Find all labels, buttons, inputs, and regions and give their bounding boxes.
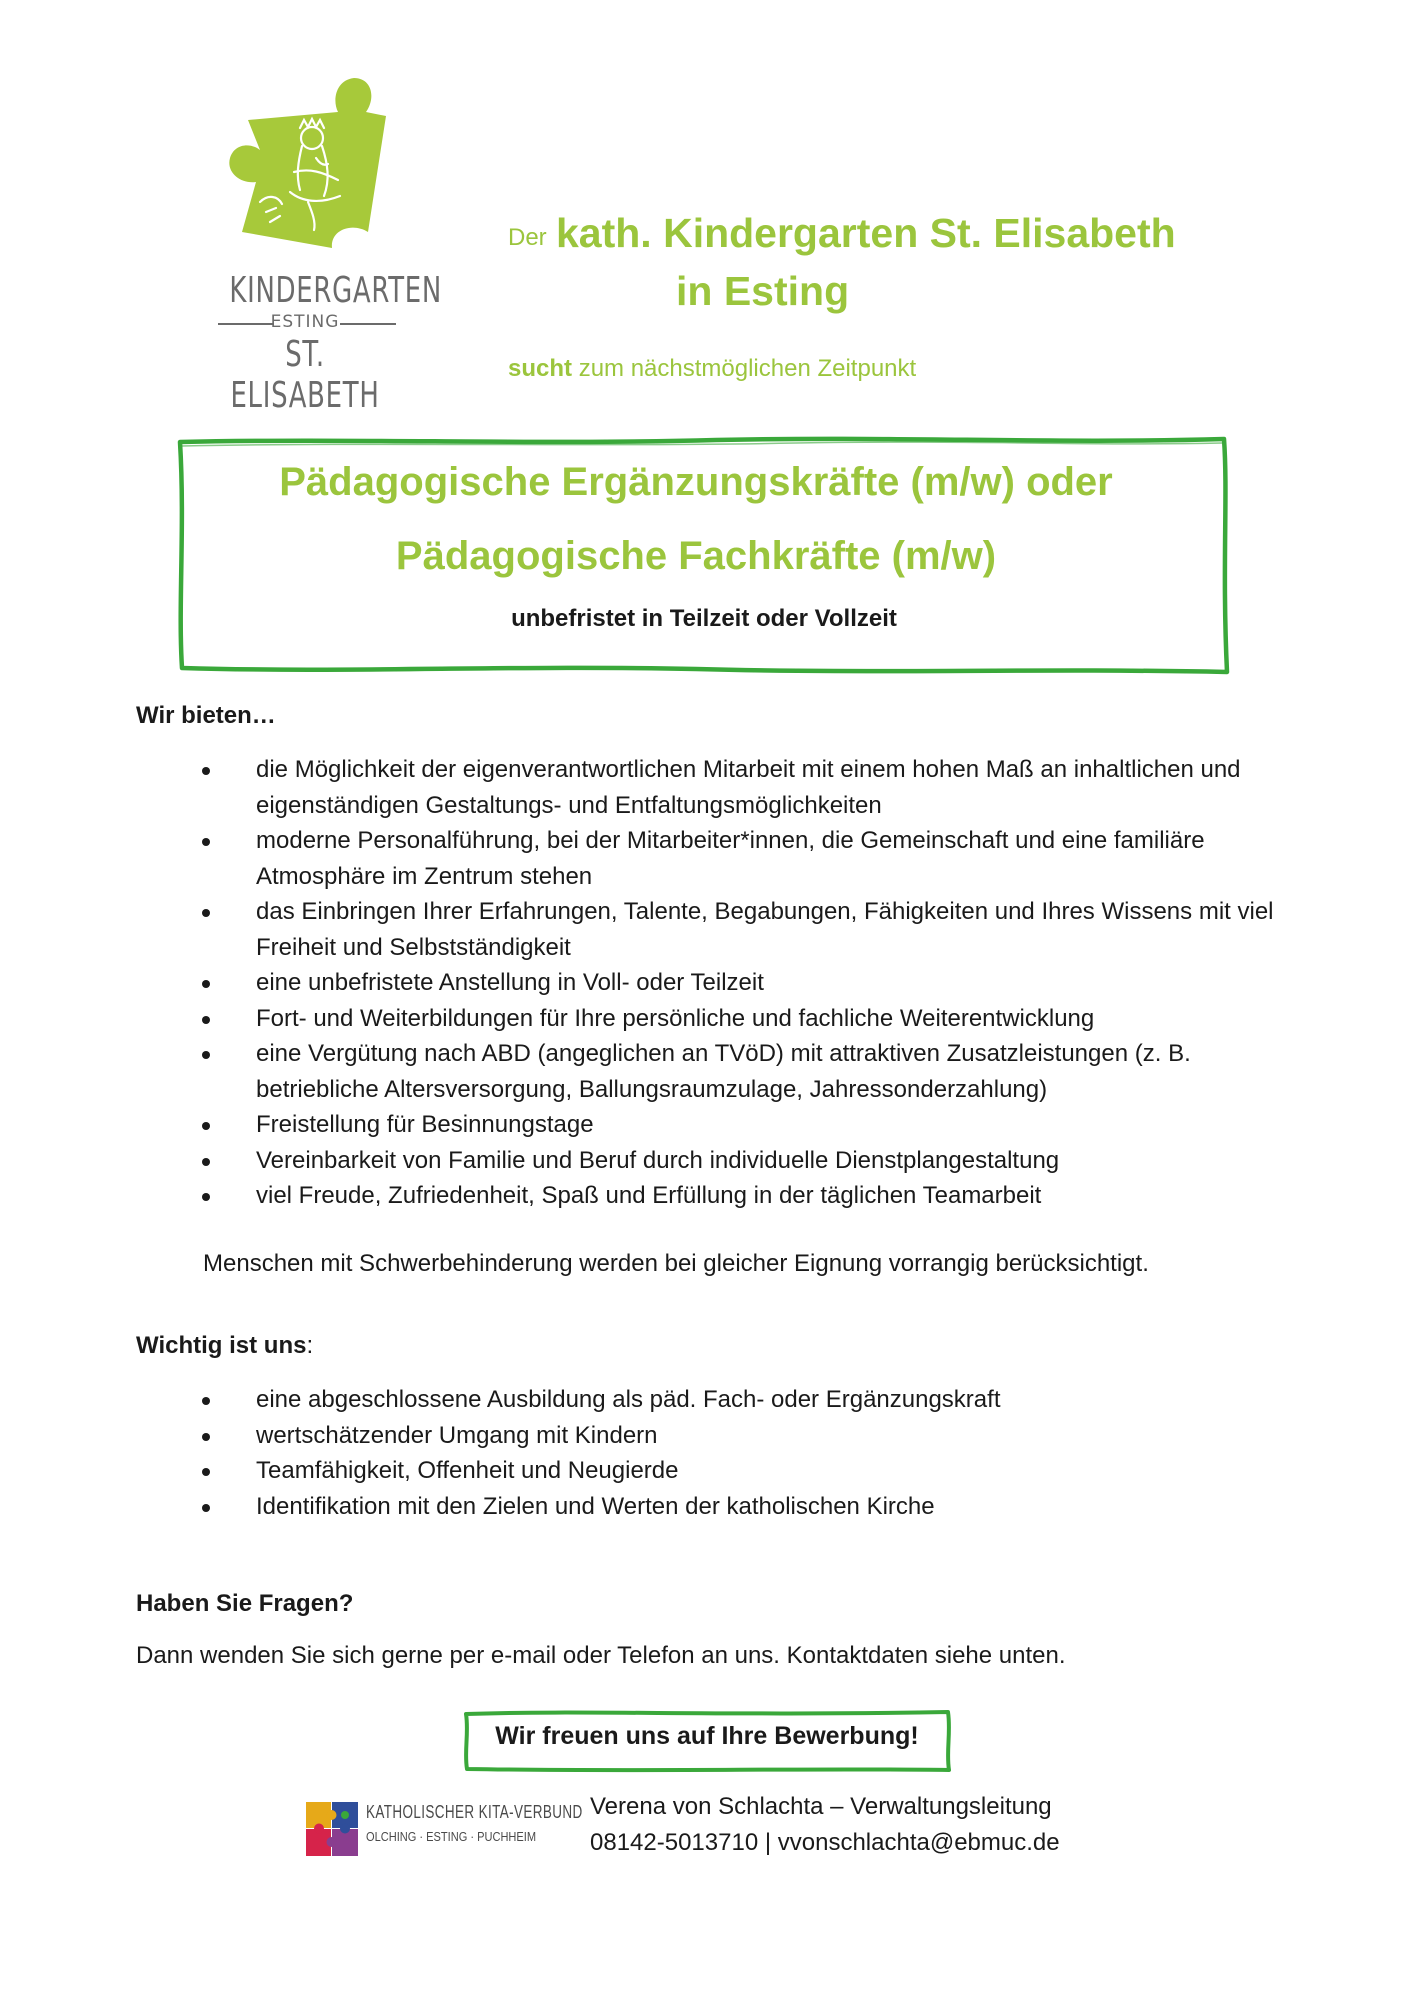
important-list xyxy=(202,1382,1282,1524)
kindergarten-logo xyxy=(200,72,442,416)
kita-verbund-places: OLCHING · ESTING · PUCHHEIM xyxy=(366,1829,537,1844)
header-seeking-rest: zum nächstmöglichen Zeitpunkt xyxy=(578,355,917,382)
header-title-line2: in Esting xyxy=(676,268,850,314)
header-title-line1: kath. Kindergarten St. Elisabeth xyxy=(556,210,1176,256)
list-item: viel Freude, Zufriedenheit, Spaß und Erfüllung in der täglichen Teamarbeit xyxy=(202,1178,1282,1214)
questions-text: Dann wenden Sie sich gerne per e-mail oder Telefon an uns. Kontaktdaten siehe unten. xyxy=(136,1642,1066,1669)
puzzle-saint-icon xyxy=(220,72,390,262)
offer-heading: Wir bieten… xyxy=(136,702,276,729)
list-item: eine Vergütung nach ABD (angeglichen an TVöD) mit attraktiven Zusatzleistungen (z. B. betriebliche Altersversorgung, Ballungsraumzulage, Jahressonderzahlung) xyxy=(202,1036,1282,1107)
logo-wordmark-kindergarten: KINDERGARTEN xyxy=(229,270,442,311)
kita-verbund-name: KATHOLISCHER KITA-VERBUND xyxy=(366,1802,583,1822)
list-item: das Einbringen Ihrer Erfahrungen, Talente, Begabungen, Fähigkeiten und Ihres Wissens mit viel Freiheit und Selbstständigkeit xyxy=(202,894,1282,965)
header-seeking xyxy=(508,355,916,383)
contact-details xyxy=(590,1826,1060,1860)
logo-wordmark-st-elisabeth: ST. ELISABETH xyxy=(230,334,380,416)
important-heading-text: Wichtig ist uns xyxy=(136,1332,307,1359)
list-item: Teamfähigkeit, Offenheit und Neugierde xyxy=(202,1453,1282,1489)
list-item: Fort- und Weiterbildungen für Ihre persönliche und fachliche Weiterentwicklung xyxy=(202,1001,1282,1037)
list-item: die Möglichkeit der eigenverantwortlichen Mitarbeit mit einem hohen Maß an inhaltlichen und eigenständigen Gestaltungs- und Entfaltungsmöglichkeiten xyxy=(202,752,1282,823)
questions-heading: Haben Sie Fragen? xyxy=(136,1590,354,1617)
list-item: Freistellung für Besinnungstage xyxy=(202,1107,1282,1143)
header-seeking-bold: sucht xyxy=(508,355,573,382)
list-item: moderne Personalführung, bei der Mitarbeiter*innen, die Gemeinschaft und eine familiäre Atmosphäre im Zentrum stehen xyxy=(202,823,1282,894)
important-heading xyxy=(136,1332,313,1360)
header-prefix: Der xyxy=(508,224,547,251)
list-item: Identifikation mit den Zielen und Werten der katholischen Kirche xyxy=(202,1489,1282,1525)
job-title-line2: Pädagogische Fachkräfte (m/w) xyxy=(395,534,997,578)
contact-separator: | xyxy=(764,1829,772,1856)
logo-divider-right xyxy=(340,323,396,325)
list-item: eine abgeschlossene Ausbildung als päd. Fach- oder Ergänzungskraft xyxy=(202,1382,1282,1418)
job-subtitle: unbefristet in Teilzeit oder Vollzeit xyxy=(511,605,897,632)
closing-message: Wir freuen uns auf Ihre Bewerbung! xyxy=(495,1722,919,1750)
kita-verbund-logo xyxy=(306,1800,583,1860)
important-heading-colon: : xyxy=(306,1332,314,1359)
job-title-line1: Pädagogische Ergänzungskräfte (m/w) oder xyxy=(279,460,1113,504)
contact-name: Verena von Schlachta – Verwaltungsleitung xyxy=(590,1793,1052,1820)
puzzle-pieces-icon xyxy=(306,1802,358,1856)
list-item: wertschätzender Umgang mit Kindern xyxy=(202,1418,1282,1454)
offer-list xyxy=(202,752,1282,1214)
contact-phone[interactable]: 08142-5013710 xyxy=(590,1829,759,1856)
contact-email[interactable]: vvonschlachta@ebmuc.de xyxy=(777,1829,1060,1856)
disability-note: Menschen mit Schwerbehinderung werden bei gleicher Eignung vorrangig berücksichtigt. xyxy=(203,1250,1149,1277)
list-item: eine unbefristete Anstellung in Voll- oder Teilzeit xyxy=(202,965,1282,1001)
list-item: Vereinbarkeit von Familie und Beruf durch individuelle Dienstplangestaltung xyxy=(202,1143,1282,1179)
logo-wordmark-esting: ESTING xyxy=(270,312,340,332)
